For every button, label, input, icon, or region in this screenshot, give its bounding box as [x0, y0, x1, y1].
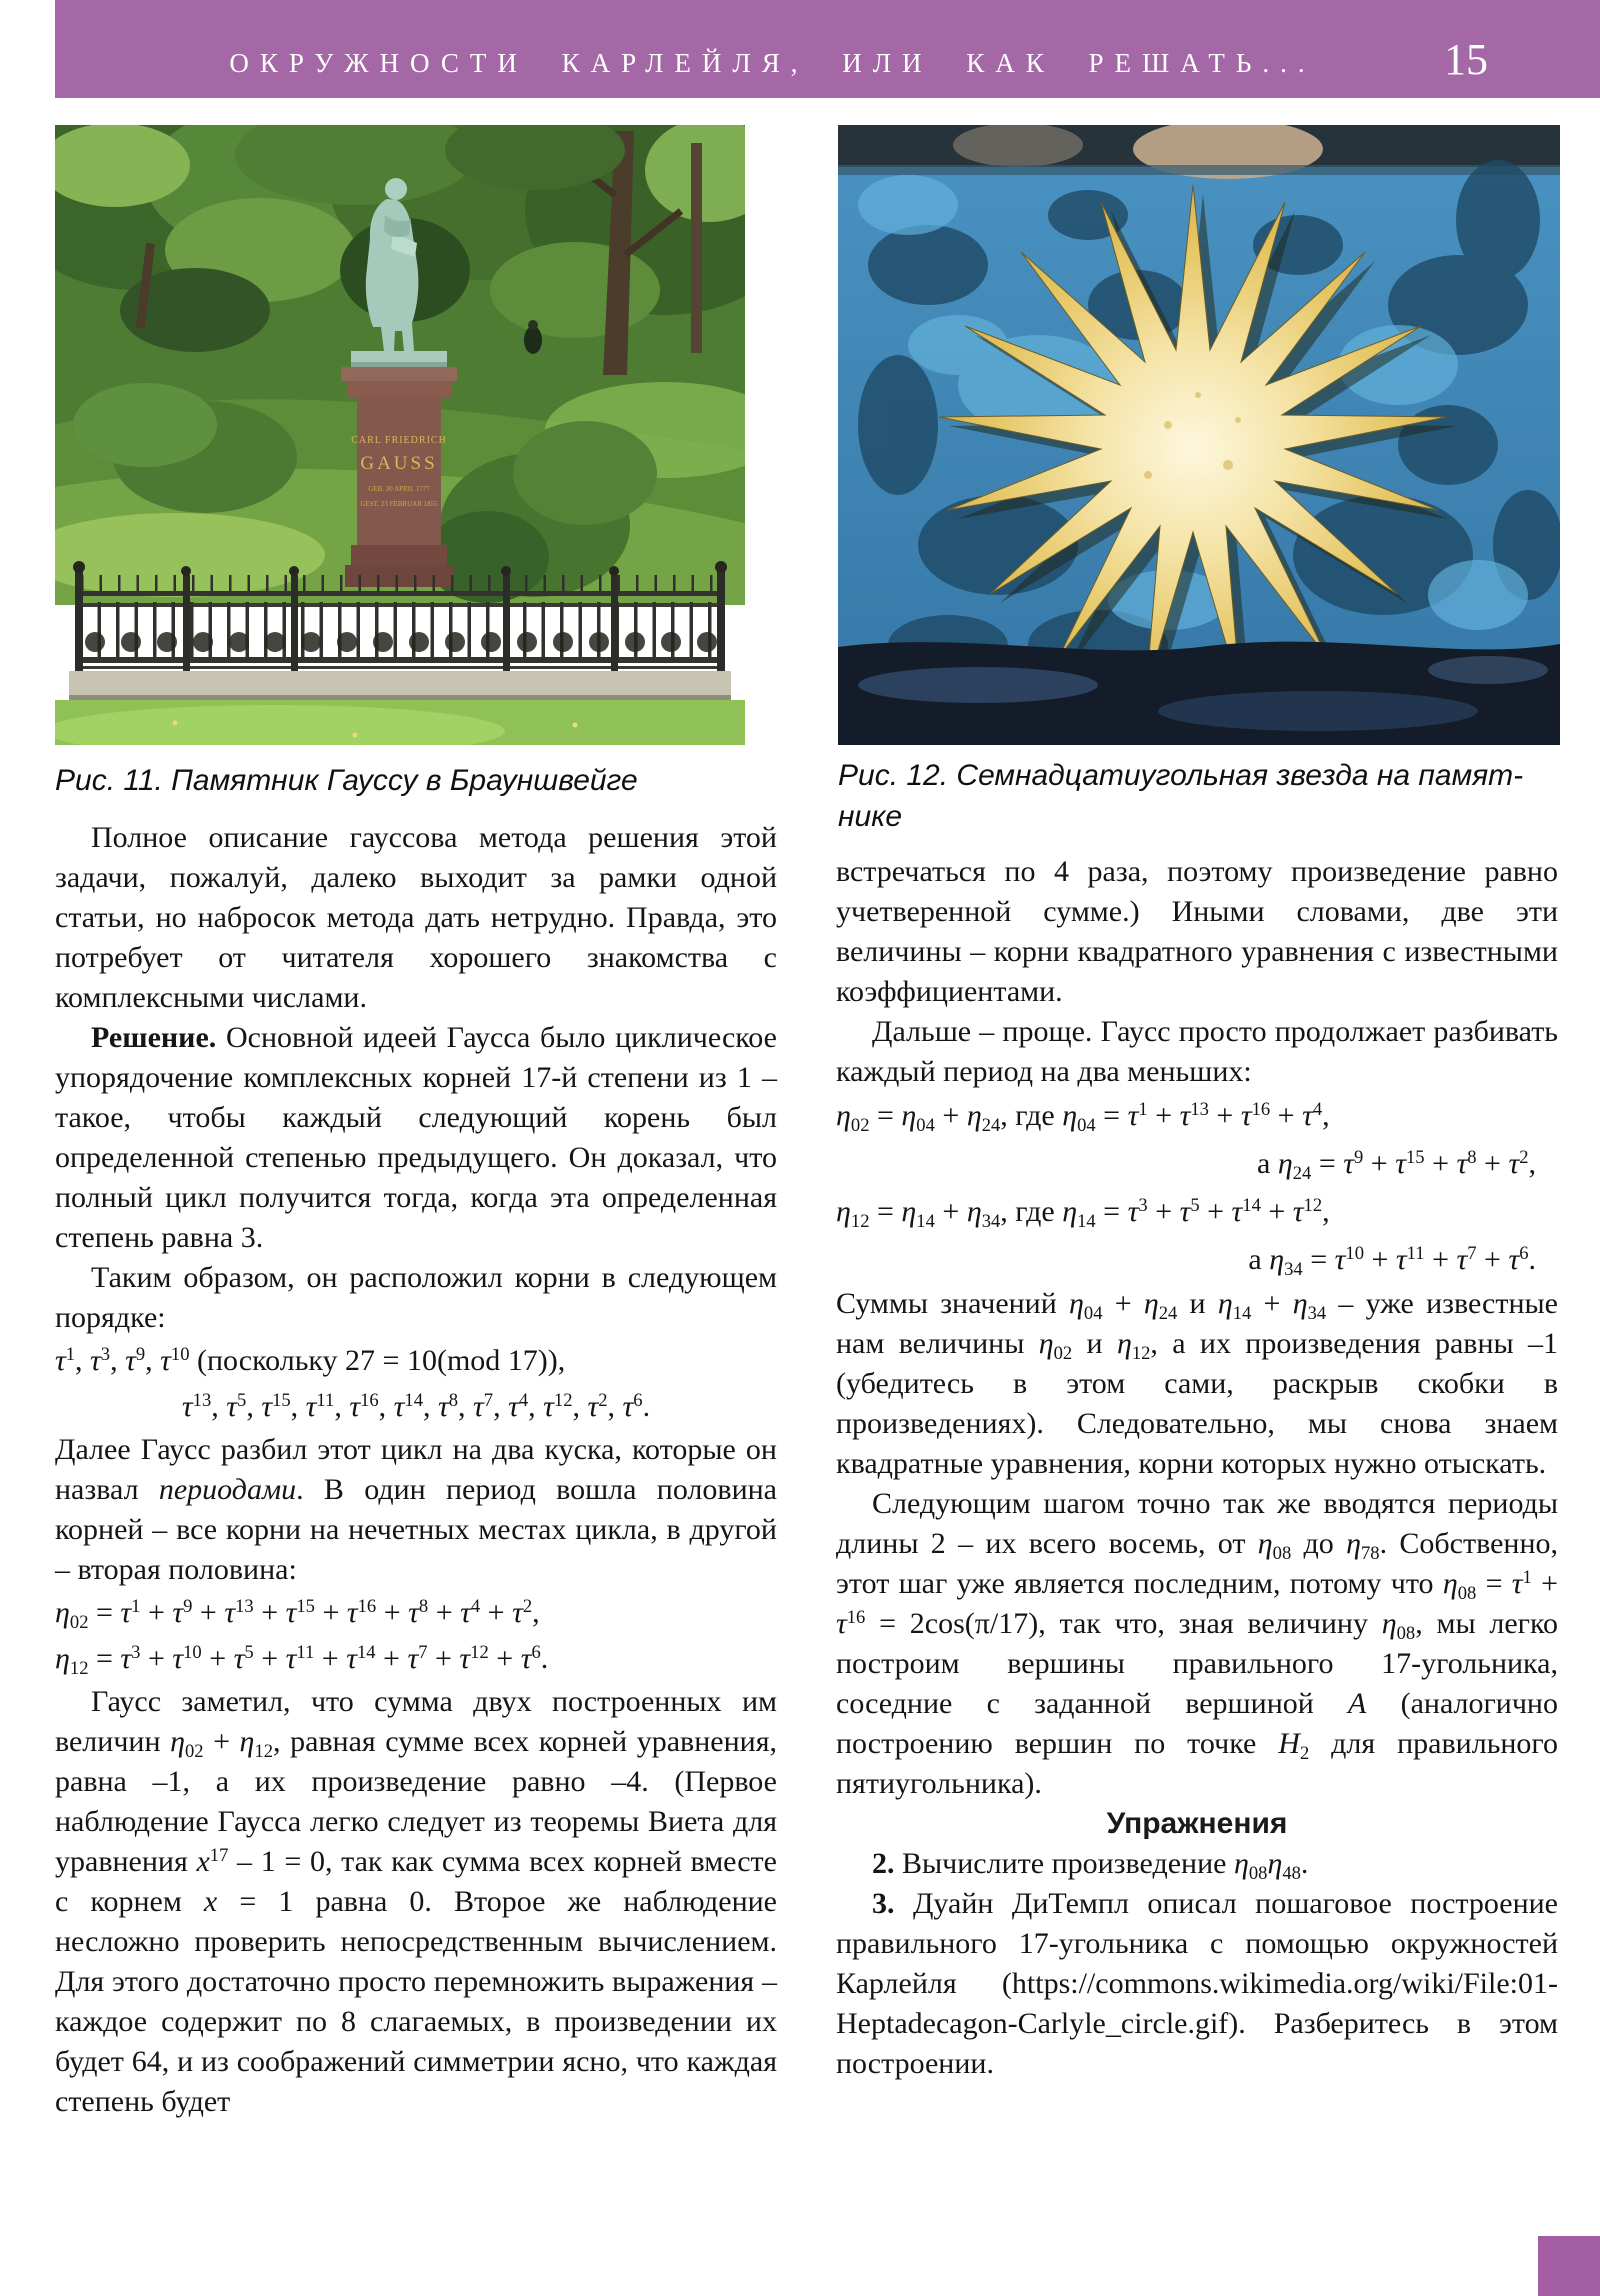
photo-gauss-monument — [55, 125, 745, 745]
formula-tau-cycle-1: $\tau^1$, $\tau^3$, $\tau^9$, $\tau^{10}$ (поскольку 27 = 10(mod 17)), — [55, 1343, 566, 1377]
pedestal-inscription-line3: GEB. 30 APRIL 1777 — [368, 485, 430, 493]
left-column — [55, 818, 777, 2122]
paragraph: Гаусс заметил, что сумма двух построенных им величин $\eta_{02} + \eta_{12}$, равная сумме всех корней уравнения, равна –1, а их произведение равно –4. (Первое наблюдение Гаусса легко следует из теоремы Виета для уравнения $x^{17} - 1 = 0$, так как сумма всех корней вместе с корнем x = 1 равна 0. Второе же наблюдение несложно проверить непосредственным вычислением. Для этого достаточно просто перемножить выражения – каждое содержит по 8 слагаемых, в произведении их будет 64, и из соображений симметрии ясно, что каждая степень будет — [55, 1685, 777, 2118]
right-column — [836, 852, 1558, 2084]
exercises-heading: Упражнения — [1106, 1807, 1288, 1840]
pedestal-inscription-line2: GAUSS — [360, 453, 438, 474]
formula-eta34: а $\eta_{34} = \tau^{10} + \tau^{11} + \tau^7 + \tau^6$. — [1248, 1242, 1536, 1280]
foreground-grass — [55, 700, 745, 745]
formula-eta24: а $\eta_{24} = \tau^9 + \tau^{15} + \tau^8 + \tau^2$, — [1257, 1146, 1536, 1184]
page-title: ОКРУЖНОСТИ КАРЛЕЙЛЯ, ИЛИ КАК РЕШАТЬ... — [229, 48, 1316, 78]
caption-fig12-line1: Рис. 12. Семнадцатиугольная звезда на памят- — [838, 759, 1524, 792]
pedestal-inscription-line4: GEST. 23 FEBRUAR 1855 — [360, 500, 438, 508]
formula-eta02-split: $\eta_{02} = \eta_{04} + \eta_{24}$, где $\eta_{04} = \tau^1 + \tau^{13} + \tau^{16} + \tau^4$, — [836, 1098, 1330, 1136]
stone-curb — [69, 671, 731, 700]
caption-fig12 — [838, 755, 1560, 837]
caption-fig12-line2: нике — [838, 800, 903, 833]
formula-eta12: $\eta_{12} = \tau^3 + \tau^{10} + \tau^5 + \tau^{11} + \tau^{14} + \tau^7 + \tau^{12} + \tau^6$. — [55, 1641, 549, 1679]
paragraph: Суммы значений $\eta_{04} + \eta_{24}$ и $\eta_{14} + \eta_{34}$ – уже известные нам величины $\eta_{02}$ и $\eta_{12}$, а их произведения равны –1 (убедитесь в этом сами, раскрыв скобки в произведениях). Следовательно, мы снова знаем квадратные уравнения, корни которых нужно отыскать. — [836, 1287, 1559, 1480]
page-number: 15 — [1444, 35, 1488, 84]
corner-accent-square — [1538, 2236, 1600, 2296]
photo-top-band — [838, 125, 1560, 179]
pedestal — [341, 367, 457, 587]
exercise-2: 2. Вычислите произведение $\eta_{08}\eta_{48}$. — [872, 1847, 1309, 1884]
sitting-person — [524, 326, 542, 354]
formula-tau-cycle-2: $\tau^{13}$, $\tau^5$, $\tau^{15}$, $\tau^{11}$, $\tau^{16}$, $\tau^{14}$, $\tau^8$, $\tau^7$, $\tau^4$, $\tau^{12}$, $\tau^2$, $\tau^6$. — [181, 1389, 651, 1423]
caption-fig11: Рис. 11. Памятник Гауссу в Брауншвейге — [55, 764, 638, 797]
paragraph: встречаться по 4 раза, поэтому произведение равно учетверенной сумме.) Иными словами, две эти величины – корни квадратного уравнения с известными коэффициентами. — [836, 855, 1558, 1008]
photo-heptadecagon-star — [838, 125, 1560, 745]
formula-eta02: $\eta_{02} = \tau^1 + \tau^9 + \tau^{13} + \tau^{15} + \tau^{16} + \tau^8 + \tau^4 + \tau^2$, — [55, 1595, 540, 1633]
photo-bottom-band — [838, 642, 1560, 745]
paragraph: Таким образом, он расположил корни в следующем порядке: — [55, 1261, 777, 1334]
paragraph: Следующим шагом точно так же вводятся периоды длины 2 – их всего восемь, от $\eta_{08}$ до $\eta_{78}$. Собственно, этот шаг уже является последним, потому что $\eta_{08} = \tau^1 + \tau^{16} = 2\cos(\pi/17)$, так что, зная величину $\eta_{08}$, мы легко построим вершины правильного 17-угольника, соседние с заданной вершиной A (аналогично построению вершин по точке $H_2$ для правильного пятиугольника). — [836, 1487, 1559, 1800]
paragraph: Дальше – проще. Гаусс просто продолжает разбивать каждый период на два меньших: — [836, 1015, 1558, 1088]
header-band — [55, 0, 1600, 98]
formula-eta12-split: $\eta_{12} = \eta_{14} + \eta_{34}$, где $\eta_{14} = \tau^3 + \tau^5 + \tau^{14} + \tau^{12}$, — [836, 1194, 1330, 1232]
exercise-3: 3. Дуайн ДиТемпл описал пошаговое построение правильного 17-угольника с помощью окружностей Карлейля (https://commons.wikimedia.org/wiki/File:01-Heptadecagon-Carlyle_circle.gif). Разберитесь в этом построении. — [836, 1887, 1558, 2080]
paragraph-solution: Решение. Основной идеей Гаусса было циклическое упорядочение комплексных корней 17-й степени из 1 – такое, чтобы каждый следующий корень был определенной степенью предыдущего. Он доказал, что полный цикл получится тогда, когда эта определенная степень равна 3. — [55, 1021, 777, 1254]
paragraph: Далее Гаусс разбил этот цикл на два куска, которые он назвал периодами. В один период вошла половина корней – все корни на нечетных местах цикла, в другой – вторая половина: — [55, 1433, 777, 1586]
paragraph: Полное описание гауссова метода решения этой задачи, пожалуй, далеко выходит за рамки одной статьи, но набросок метода дать нетрудно. Правда, это потребует от читателя хорошего знакомства с комплексными числами. — [55, 821, 777, 1014]
pedestal-inscription-line1: CARL FRIEDRICH — [351, 435, 447, 446]
